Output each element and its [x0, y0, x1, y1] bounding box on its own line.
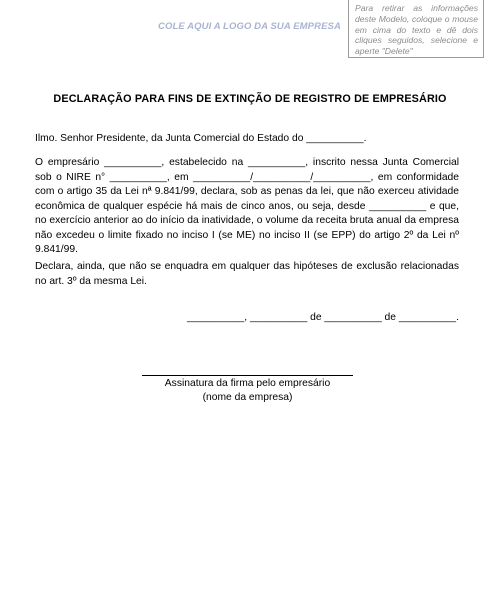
document-title: DECLARAÇÃO PARA FINS DE EXTINÇÃO DE REGISTRO DE EMPRESÁRIO — [53, 93, 447, 105]
additional-declaration: Declara, ainda, que não se enquadra em qualquer das hipóteses de exclusão relacionadas no art. 3º da mesma Lei. — [35, 261, 459, 287]
signature-block — [142, 377, 353, 405]
signature-company-name: (nome da empresa) — [202, 392, 293, 403]
signature-label: Assinatura da firma pelo empresário — [164, 378, 331, 389]
salutation: Ilmo. Senhor Presidente, da Junta Comercial do Estado do __________. — [35, 133, 367, 144]
signature-line — [142, 375, 353, 376]
instruction-note: Para retirar as informações deste Modelo, coloque o mouse em cima do texto e dê dois cliques seguidos, selecione e aperte "Delete" — [348, 0, 484, 58]
declaration-body: O empresário __________, estabelecido na __________, inscrito nessa Junta Comercial sob o NIRE n° __________, em __________/__________/__________, em conformidade com o artigo 35 da Lei nª 9.841/99, declara, sob as penas da lei, que não exerceu atividade econômica de qualquer espécie há mais de cinco anos, ou seja, desde __________ e que, no exercício anterior ao do início da inatividade, o volume da receita bruta anual da empresa não excedeu o limite fixado no inciso I (se ME) no inciso II (se EPP) do artigo 2º da Lei nº 9.841/99. — [35, 157, 459, 255]
logo-placeholder: COLE AQUI A LOGO DA SUA EMPRESA — [158, 21, 341, 32]
place-date-line: __________, __________ de __________ de __________. — [187, 312, 459, 323]
